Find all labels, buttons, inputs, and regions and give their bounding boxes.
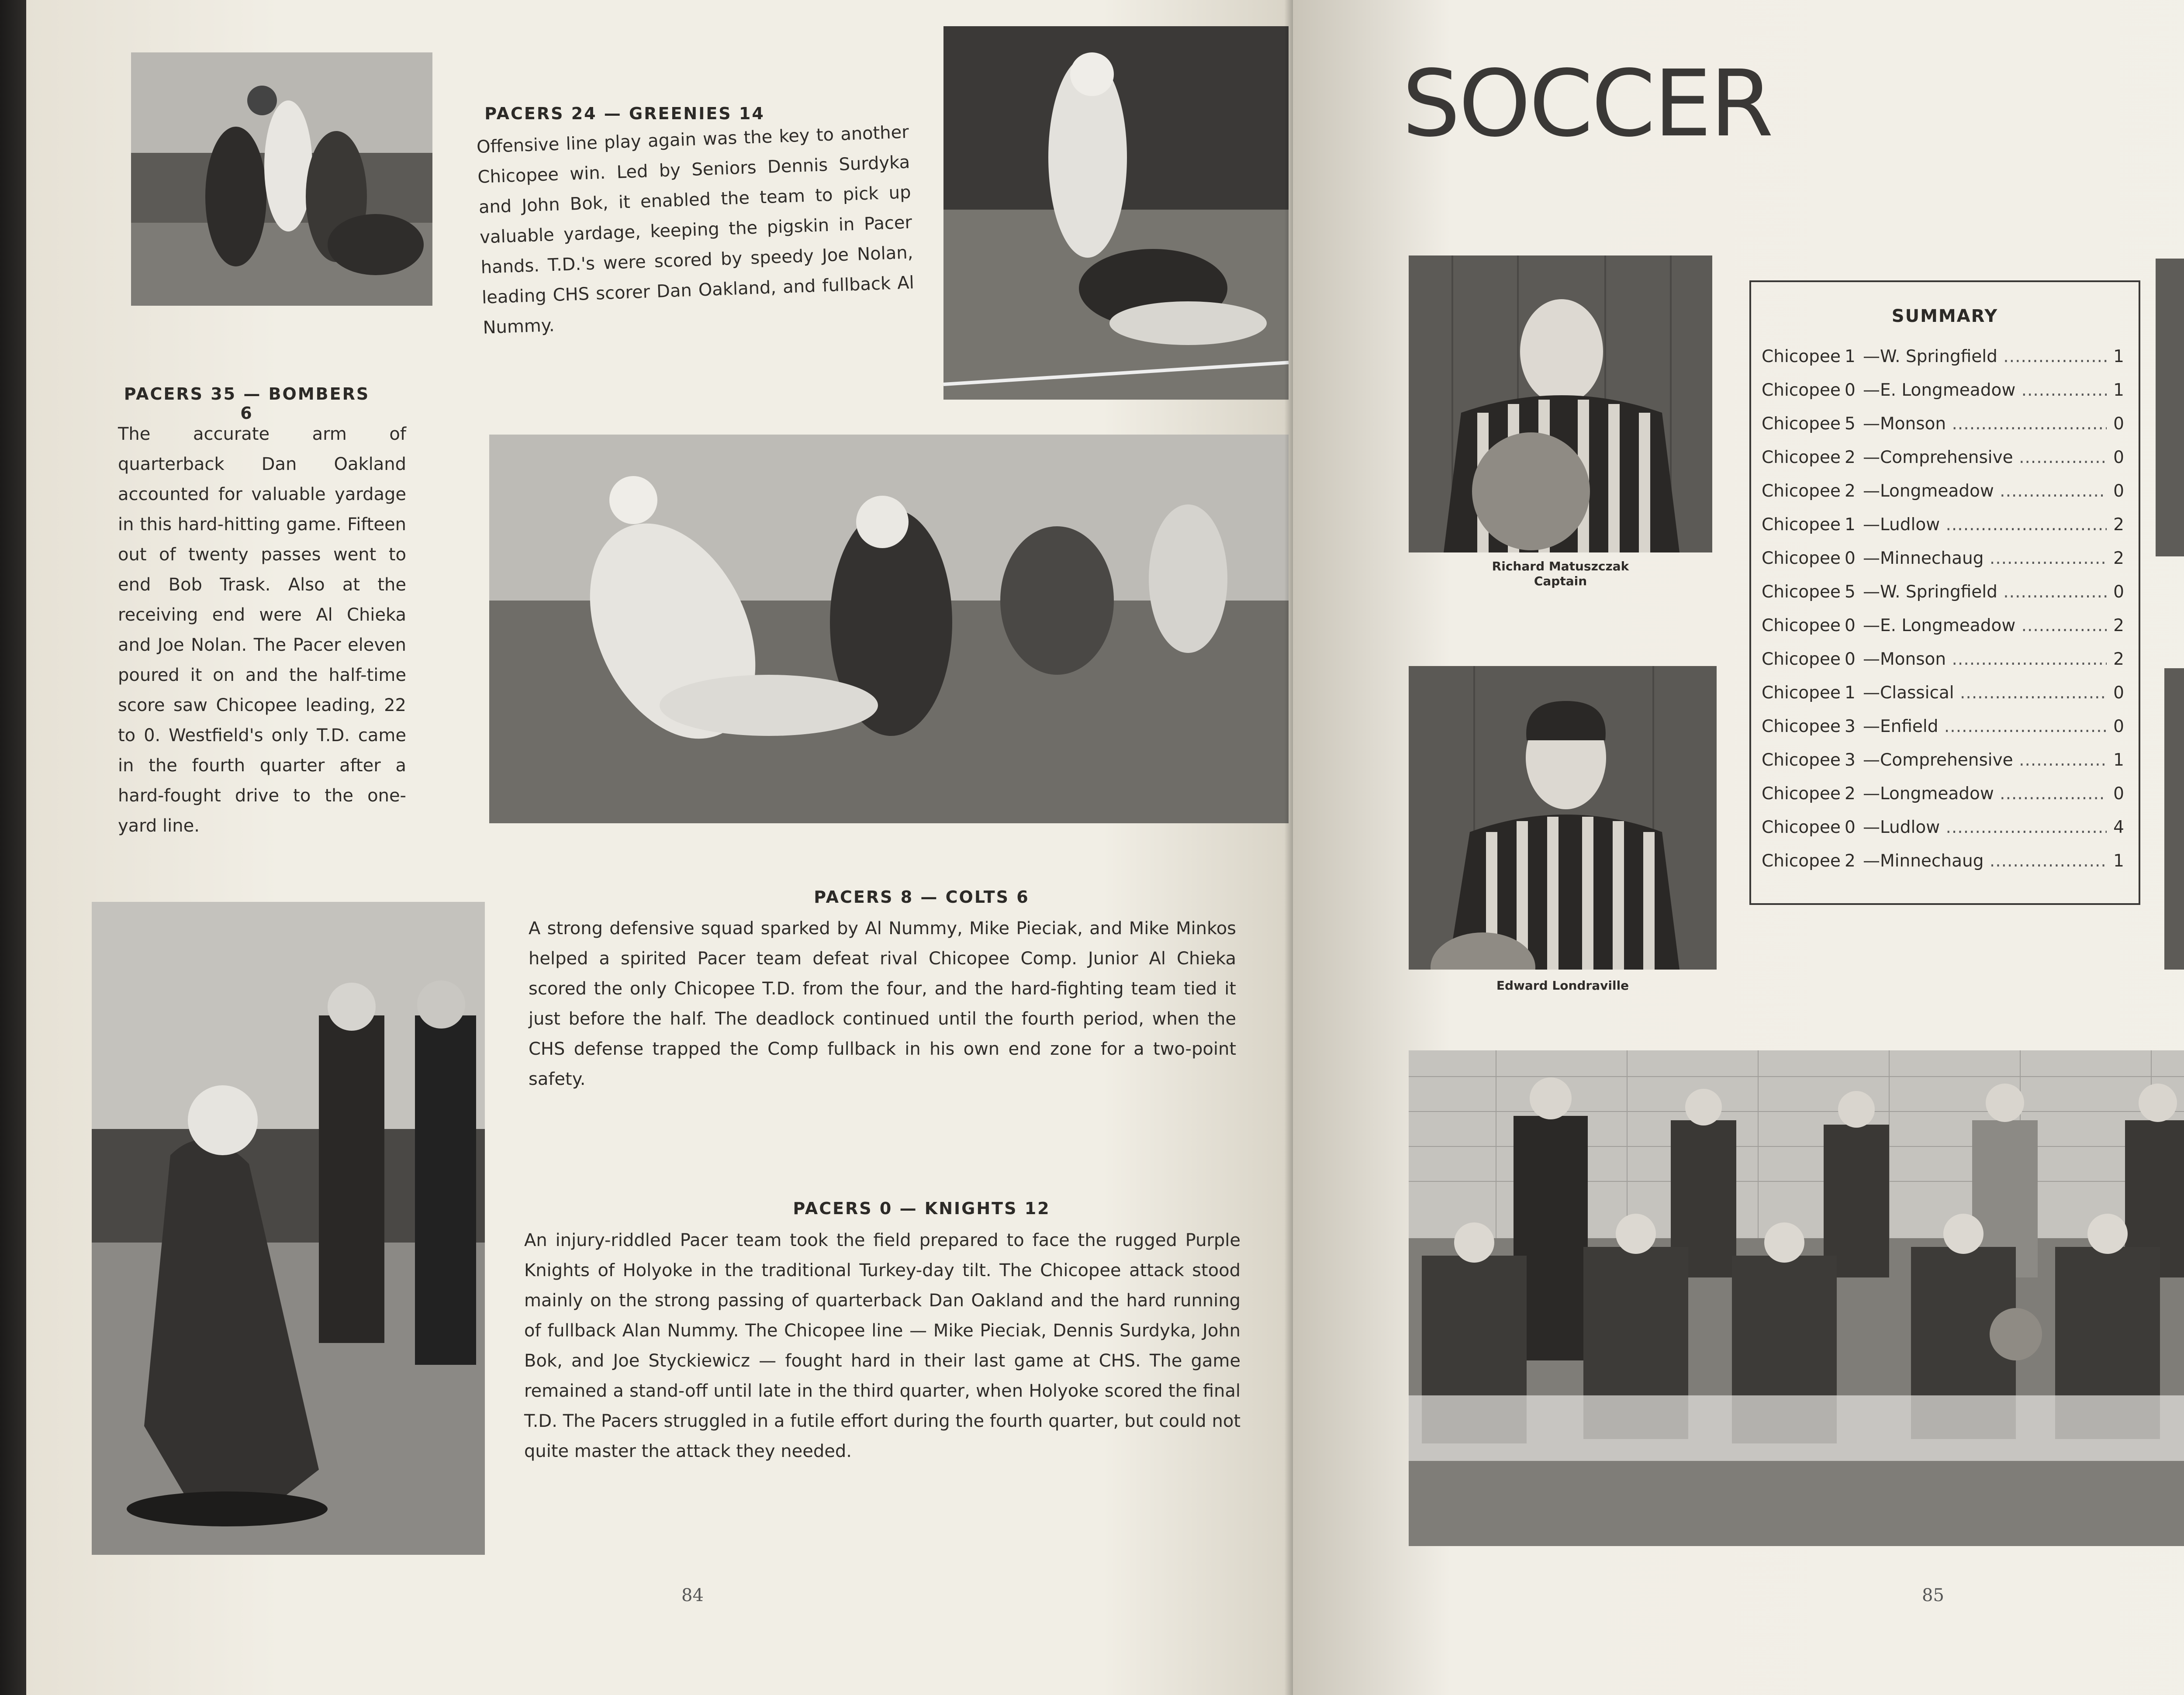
opponent-score: 0 bbox=[2113, 414, 2124, 434]
score-row: Chicopee 0 — E. Longmeadow ..... 1 bbox=[1762, 377, 2124, 403]
opponent-name: Ludlow ..... bbox=[1880, 515, 2107, 535]
section-text-greenies: Offensive line play again was the key to another Chicopee win. Led by Seniors Dennis Surdyka and John Bok, it enabled the team to pick up valuable yardage, keeping the pigskin in Pacer hands. T.D.'s were scored by speedy Joe Nolan, leading CHS scorer Dan Oakland, and fullback Al Nummy. bbox=[476, 122, 915, 338]
opponent-name: Monson ..... bbox=[1880, 649, 2107, 669]
team-name: Chicopee bbox=[1762, 414, 1841, 434]
score-row: Chicopee 2 — Longmeadow ..... 0 bbox=[1762, 780, 2124, 807]
team-score: 0 bbox=[1845, 817, 1856, 837]
opponent-score: 1 bbox=[2113, 750, 2124, 770]
soccer-team-photo bbox=[1409, 1050, 2184, 1546]
team-score: 1 bbox=[1845, 346, 1856, 366]
portrait-john-benoit bbox=[2156, 259, 2184, 556]
opponent-name: Enfield ..... bbox=[1880, 717, 2107, 736]
team-score: 0 bbox=[1845, 548, 1856, 568]
opponent-name: Classical ..... bbox=[1880, 683, 2107, 703]
opponent-score: 2 bbox=[2113, 615, 2124, 635]
opponent-score: 0 bbox=[2113, 784, 2124, 804]
opponent-score: 0 bbox=[2113, 683, 2124, 703]
team-score: 0 bbox=[1845, 615, 1856, 635]
opponent-name: Minnechaug ..... bbox=[1880, 851, 2107, 871]
score-row: Chicopee 3 — Comprehensive ..... 1 bbox=[1762, 747, 2124, 773]
score-row: Chicopee 2 — Longmeadow ..... 0 bbox=[1762, 478, 2124, 504]
score-row: Chicopee 1 — W. Springfield ..... 1 bbox=[1762, 343, 2124, 369]
opponent-score: 0 bbox=[2113, 582, 2124, 602]
portrait-caption-benoit bbox=[2156, 563, 2184, 593]
page-number-85: 85 bbox=[1922, 1585, 1944, 1605]
section-heading-bombers: PACERS 35 — BOMBERS 6 bbox=[124, 384, 370, 423]
team-name: Chicopee bbox=[1762, 346, 1841, 366]
score-row: Chicopee 1 — Classical ..... 0 bbox=[1762, 680, 2124, 706]
section-text-bombers: The accurate arm of quarterback Dan Oakland accounted for valuable yardage in this hard-hitting game. Fifteen out of twenty passes went to end Bob Trask. Also at the receiving end were Al Chieka and Joe Nolan. The Pacer eleven poured it on and the half-time score saw Chicopee leading, 22 to 0. Westfield's only T.D. came in the fourth quarter after a hard-fought drive to the one-yard line. bbox=[118, 424, 406, 836]
portrait-caption-rybak bbox=[2164, 983, 2184, 998]
portrait-caption-matuszczak bbox=[1409, 559, 1712, 589]
opponent-score: 2 bbox=[2113, 548, 2124, 568]
team-score: 0 bbox=[1845, 649, 1856, 669]
football-action-photo-2 bbox=[943, 26, 1289, 400]
team-score: 0 bbox=[1845, 380, 1856, 400]
player-name bbox=[2164, 983, 2184, 998]
team-score: 3 bbox=[1845, 716, 1856, 736]
opponent-name: Comprehensive ..... bbox=[1880, 448, 2107, 467]
opponent-name: Minnechaug ..... bbox=[1880, 549, 2107, 568]
opponent-name: Longmeadow ..... bbox=[1880, 784, 2107, 804]
portrait-richard-matuszczak bbox=[1409, 255, 1712, 552]
team-name: Chicopee bbox=[1762, 784, 1841, 804]
team-name: Chicopee bbox=[1762, 817, 1841, 837]
team-score: 5 bbox=[1845, 582, 1856, 602]
team-name: Chicopee bbox=[1762, 615, 1841, 635]
opponent-score: 2 bbox=[2113, 649, 2124, 669]
opponent-name: Longmeadow ..... bbox=[1880, 481, 2107, 501]
page-84 bbox=[26, 0, 1293, 1695]
opponent-score: 0 bbox=[2113, 481, 2124, 501]
page-title-soccer: SOCCER bbox=[1402, 50, 1772, 157]
opponent-name: E. Longmeadow ..... bbox=[1880, 380, 2107, 400]
team-score: 3 bbox=[1845, 750, 1856, 770]
summary-title: SUMMARY bbox=[1891, 306, 1998, 326]
opponent-score: 2 bbox=[2113, 514, 2124, 535]
team-name: Chicopee bbox=[1762, 750, 1841, 770]
player-role: Captain bbox=[1534, 574, 1587, 588]
score-row: Chicopee 2 — Minnechaug ..... 1 bbox=[1762, 848, 2124, 874]
player-role bbox=[2156, 578, 2184, 593]
team-name: Chicopee bbox=[1762, 649, 1841, 669]
section-heading-greenies: PACERS 24 — GREENIES 14 bbox=[484, 104, 765, 123]
team-name: Chicopee bbox=[1762, 716, 1841, 736]
opponent-name: W. Springfield ..... bbox=[1880, 347, 2107, 366]
portrait-edward-londraville bbox=[1409, 666, 1717, 970]
football-action-photo-1 bbox=[131, 52, 432, 306]
player-name: Richard Matuszczak bbox=[1492, 559, 1629, 573]
opponent-score: 1 bbox=[2113, 380, 2124, 400]
team-name: Chicopee bbox=[1762, 447, 1841, 467]
section-heading-knights: PACERS 0 — KNIGHTS 12 bbox=[793, 1199, 1051, 1218]
opponent-name: W. Springfield ..... bbox=[1880, 582, 2107, 602]
soccer-summary-box bbox=[1749, 280, 2140, 905]
team-name: Chicopee bbox=[1762, 582, 1841, 602]
page-number-84: 84 bbox=[681, 1585, 704, 1605]
portrait-caption-londraville bbox=[1409, 978, 1717, 993]
score-row: Chicopee 0 — Minnechaug ..... 2 bbox=[1762, 545, 2124, 571]
team-score: 2 bbox=[1845, 481, 1856, 501]
player-name bbox=[2156, 563, 2184, 578]
score-row: Chicopee 0 — E. Longmeadow ..... 2 bbox=[1762, 612, 2124, 639]
score-row: Chicopee 0 — Monson ..... 2 bbox=[1762, 646, 2124, 672]
team-score: 2 bbox=[1845, 851, 1856, 871]
team-name: Chicopee bbox=[1762, 380, 1841, 400]
player-name: Edward Londraville bbox=[1496, 978, 1629, 993]
team-name: Chicopee bbox=[1762, 481, 1841, 501]
team-score: 2 bbox=[1845, 784, 1856, 804]
opponent-name: Ludlow ..... bbox=[1880, 818, 2107, 837]
opponent-score: 0 bbox=[2113, 447, 2124, 467]
portrait-michael-rybak bbox=[2164, 668, 2184, 970]
team-name: Chicopee bbox=[1762, 683, 1841, 703]
team-name: Chicopee bbox=[1762, 514, 1841, 535]
coaches-sideline-photo bbox=[92, 902, 485, 1555]
team-score: 5 bbox=[1845, 414, 1856, 434]
team-name: Chicopee bbox=[1762, 548, 1841, 568]
score-row: Chicopee 2 — Comprehensive ..... 0 bbox=[1762, 444, 2124, 470]
opponent-name: E. Longmeadow ..... bbox=[1880, 616, 2107, 635]
score-row: Chicopee 5 — W. Springfield ..... 0 bbox=[1762, 579, 2124, 605]
score-row: Chicopee 0 — Ludlow ..... 4 bbox=[1762, 814, 2124, 840]
section-text-knights: An injury-riddled Pacer team took the field prepared to face the rugged Purple Knights of Holyoke in the traditional Turkey-day tilt. The Chicopee attack stood mainly on the strong passing of quarterback Dan Oakland and the hard running of fullback Alan Nummy. The Chicopee line — Mike Pieciak, Dennis Surdyka, John Bok, and Joe Styckiewicz — fought hard in their last game at CHS. The game remained a stand-off until late in the third quarter, when Holyoke scored the final T.D. The Pacers struggled in a futile effort during the fourth quarter, but could not quite master the attack they needed. bbox=[524, 1230, 1241, 1461]
score-row: Chicopee 3 — Enfield ..... 0 bbox=[1762, 713, 2124, 739]
section-heading-colts: PACERS 8 — COLTS 6 bbox=[814, 887, 1030, 907]
section-text-colts: A strong defensive squad sparked by Al Nummy, Mike Pieciak, and Mike Minkos helped a spirited Pacer team defeat rival Chicopee Comp. Junior Al Chieka scored the only Chicopee T.D. from the four, and the hard-fighting team tied it just before the half. The deadlock continued until the fourth period, when the CHS defense trapped the Comp fullback in his own end zone for a two-point safety. bbox=[529, 918, 1236, 1089]
score-row: Chicopee 5 — Monson ..... 0 bbox=[1762, 411, 2124, 437]
team-score: 2 bbox=[1845, 447, 1856, 467]
opponent-name: Monson ..... bbox=[1880, 414, 2107, 434]
opponent-score: 4 bbox=[2113, 817, 2124, 837]
football-action-photo-3 bbox=[489, 435, 1289, 823]
opponent-name: Comprehensive ..... bbox=[1880, 750, 2107, 770]
opponent-score: 1 bbox=[2113, 851, 2124, 871]
team-name: Chicopee bbox=[1762, 851, 1841, 871]
score-row: Chicopee 1 — Ludlow ..... 2 bbox=[1762, 511, 2124, 538]
team-score: 1 bbox=[1845, 683, 1856, 703]
team-score: 1 bbox=[1845, 514, 1856, 535]
opponent-score: 0 bbox=[2113, 716, 2124, 736]
opponent-score: 1 bbox=[2113, 346, 2124, 366]
